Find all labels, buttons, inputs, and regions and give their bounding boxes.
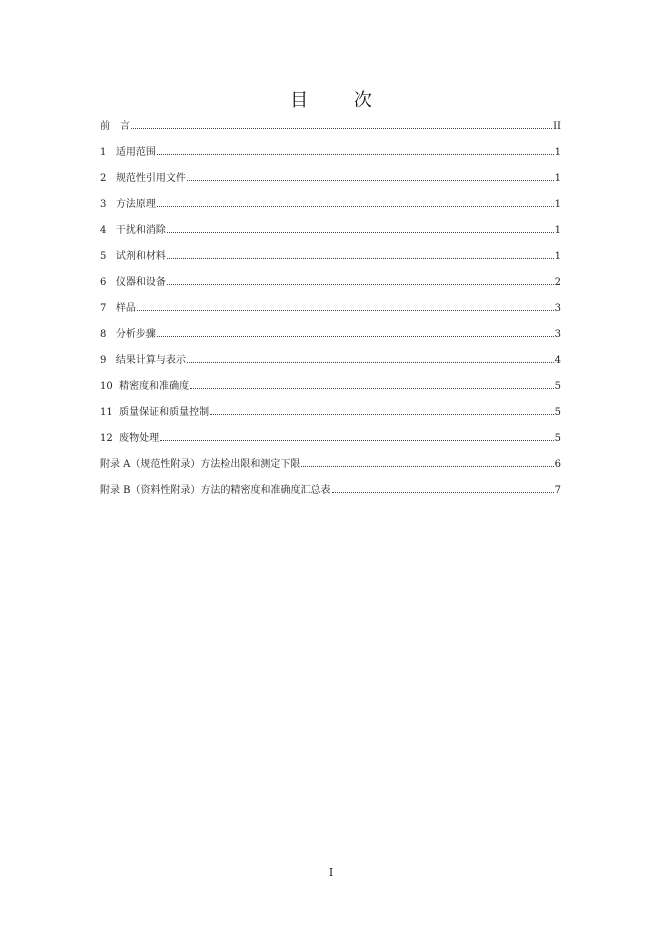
toc-entry-1[interactable]	[100, 145, 561, 171]
toc-entry-preface[interactable]	[100, 119, 561, 145]
dot-leader	[157, 205, 554, 207]
toc-entry-label: 质量保证和质量控制	[119, 407, 210, 418]
dot-leader	[332, 491, 554, 493]
toc-entry-label: 精密度和准确度	[119, 381, 190, 392]
toc-entry-number: 1	[100, 147, 107, 158]
toc-entry-appendix-b[interactable]	[100, 483, 561, 509]
toc-entry-number: 10	[100, 381, 113, 392]
dot-leader	[167, 257, 554, 259]
toc-entry-appendix-a[interactable]	[100, 457, 561, 483]
toc-entry-number: 7	[100, 303, 107, 314]
toc-entry-label: 结果计算与表示	[115, 355, 186, 366]
dot-leader	[190, 387, 554, 389]
toc-entry-label: 试剂和材料	[115, 251, 166, 262]
dot-leader	[167, 231, 554, 233]
toc-entry-6[interactable]	[100, 275, 561, 301]
toc-entry-label: 附录 B（资料性附录）方法的精密度和准确度汇总表	[100, 485, 331, 496]
toc-entry-page: 1	[554, 225, 561, 236]
toc-entry-2[interactable]	[100, 171, 561, 197]
toc-entry-label: 附录 A（规范性附录）方法检出限和测定下限	[100, 459, 301, 470]
toc-entry-number: 6	[100, 277, 107, 288]
toc-entry-12[interactable]	[100, 431, 561, 457]
toc-entry-label: 规范性引用文件	[115, 173, 186, 184]
toc-entry-label: 前 言	[100, 121, 130, 132]
toc-entry-9[interactable]	[100, 353, 561, 379]
toc-entry-11[interactable]	[100, 405, 561, 431]
toc-title: 目 次	[290, 90, 392, 111]
dot-leader	[160, 439, 554, 441]
toc-entry-label: 适用范围	[115, 147, 156, 158]
dot-leader	[210, 413, 554, 415]
dot-leader	[167, 283, 554, 285]
toc-entry-number: 11	[100, 407, 113, 418]
toc-entry-page: 1	[554, 199, 561, 210]
toc-entry-label: 分析步骤	[115, 329, 156, 340]
toc-entry-number: 3	[100, 199, 107, 210]
toc-entry-page: 1	[554, 173, 561, 184]
toc-entry-10[interactable]	[100, 379, 561, 405]
toc-entry-number: 8	[100, 329, 107, 340]
toc-entry-number: 2	[100, 173, 107, 184]
dot-leader	[131, 127, 552, 129]
dot-leader	[137, 309, 554, 311]
dot-leader	[301, 465, 553, 467]
toc-entry-number: 5	[100, 251, 107, 262]
toc-entry-page: 7	[554, 485, 561, 496]
toc-entry-number: 12	[100, 433, 113, 444]
toc-entry-7[interactable]	[100, 301, 561, 327]
toc-entry-page: 5	[554, 407, 561, 418]
toc-entry-label: 废物处理	[119, 433, 160, 444]
toc-entry-page: 6	[554, 459, 561, 470]
toc-entry-label: 干扰和消除	[115, 225, 166, 236]
toc-entry-page: 4	[554, 355, 561, 366]
toc-entry-8[interactable]	[100, 327, 561, 353]
toc-entry-page: 5	[554, 433, 561, 444]
page-number: I	[328, 866, 334, 879]
toc-entry-label: 仪器和设备	[115, 277, 166, 288]
toc-entry-page: II	[553, 121, 561, 132]
toc-entry-page: 3	[554, 303, 561, 314]
toc-entry-page: 5	[554, 381, 561, 392]
toc-entry-label: 方法原理	[115, 199, 156, 210]
dot-leader	[187, 179, 554, 181]
dot-leader	[157, 335, 554, 337]
toc-entry-label: 样品	[115, 303, 136, 314]
dot-leader	[187, 361, 554, 363]
toc-entry-number: 9	[100, 355, 107, 366]
toc-entry-number: 4	[100, 225, 107, 236]
toc-entry-page: 1	[554, 251, 561, 262]
toc-entry-5[interactable]	[100, 249, 561, 275]
toc-entry-4[interactable]	[100, 223, 561, 249]
toc-entry-page: 3	[554, 329, 561, 340]
toc-entry-page: 2	[554, 277, 561, 288]
dot-leader	[157, 153, 554, 155]
toc-entry-page: 1	[554, 147, 561, 158]
toc-entry-3[interactable]	[100, 197, 561, 223]
table-of-contents	[100, 119, 561, 509]
